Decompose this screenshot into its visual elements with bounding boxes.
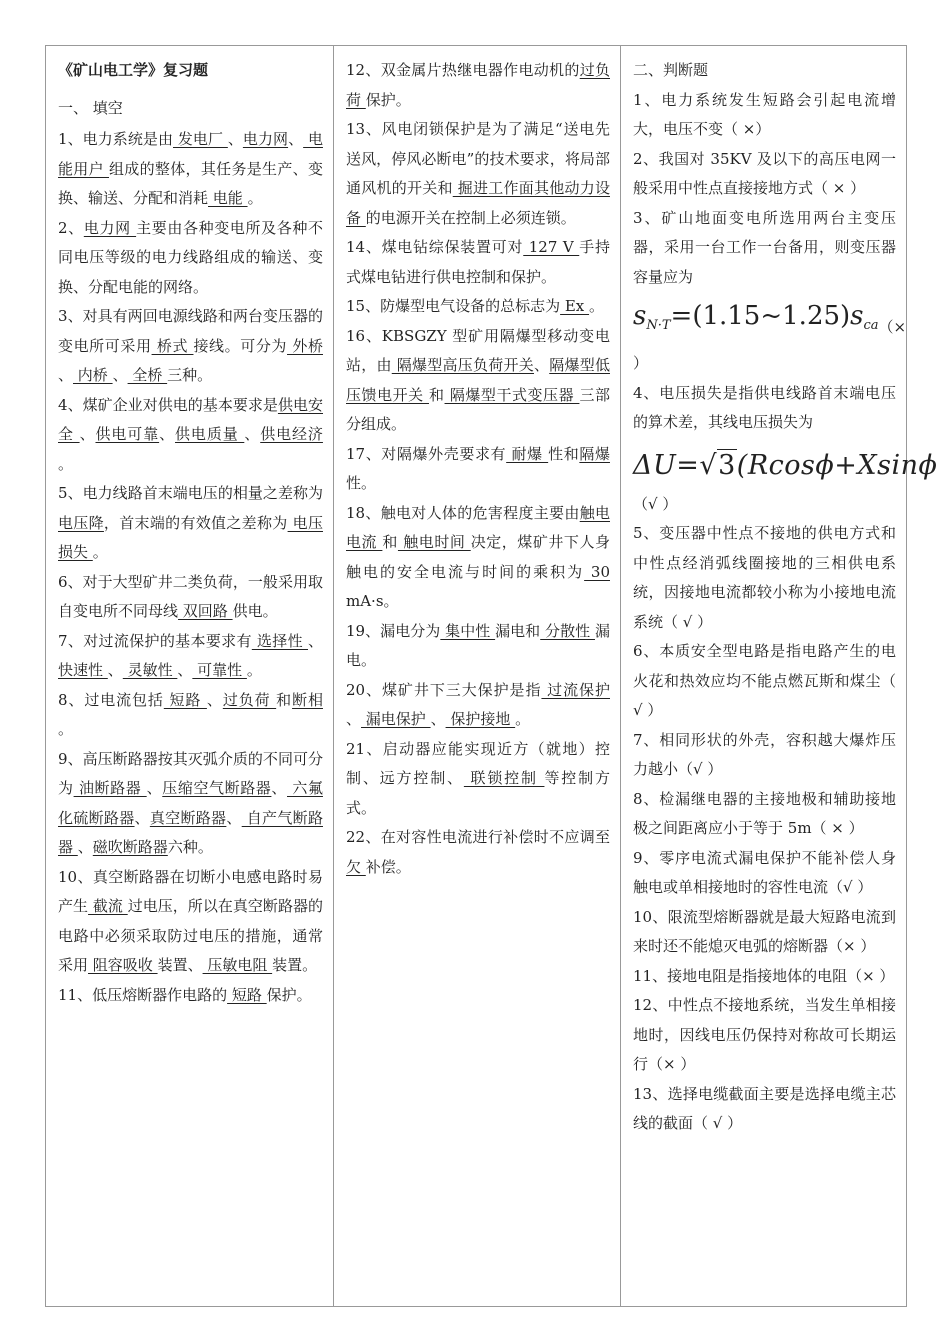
question-12: 12、双金属片热继电器作电动机的过负荷 保护。	[346, 61, 610, 109]
answer-blank: 快速性	[58, 661, 108, 679]
section-heading-true-false: 二、判断题	[633, 61, 709, 79]
column-fill-in-1	[46, 46, 334, 1306]
judgement-4-mark: （√ ）	[633, 494, 678, 513]
answer-blank: 电能用户	[58, 130, 323, 178]
answer-blank: 短路	[227, 985, 267, 1004]
answer-blank: 集中性	[440, 621, 496, 640]
answer-blank: 电压降	[58, 513, 104, 532]
judgement-13: 13、选择电缆截面主要是选择电缆主芯线的截面（ √ ）	[633, 1084, 896, 1132]
answer-blank: 油断路器	[73, 779, 147, 797]
question-5: 5、电力线路首末端电压的相量之差称为 电压降，首末端的有效值之差称为 电压损失 。	[58, 484, 323, 561]
question-4: 4、煤矿企业对供电的基本要求是供电安全 、供电可靠、供电质量 、供电经济 。	[58, 395, 323, 473]
answer-blank: 电力网	[83, 218, 137, 237]
answer-blank: 电力网	[242, 130, 289, 148]
answer-blank: 磁吹断路器	[92, 838, 168, 856]
answer-blank: 双回路	[178, 602, 233, 620]
column-fill-in-2	[334, 46, 621, 1306]
answer-blank: 六氟化硫断路器	[58, 779, 323, 827]
answer-blank: 发电厂	[173, 130, 228, 148]
answer-blank: 127 V	[523, 238, 580, 256]
answer-blank: 供电可靠	[95, 425, 160, 443]
answer-blank: Ex	[560, 297, 590, 315]
question-10: 10、真空断路器在切断小电感电路时易产生 截流 过电压，所以在真空断路器的电路中必须采取防过电压的措施，通常采用 阻容吸收 装置、 压敏电阻 装置。	[58, 867, 323, 974]
answer-blank: 可靠性	[192, 661, 247, 679]
answer-blank: 触电电流	[346, 503, 610, 551]
answer-blank: 供电经济	[260, 425, 323, 443]
answer-blank: 压缩空气断路器	[162, 779, 272, 797]
answer-blank: 保护接地	[445, 710, 516, 728]
column-true-false	[621, 46, 938, 1306]
answer-blank: 隔爆型低压馈电开关	[346, 356, 610, 404]
answer-blank: 阻容吸收	[88, 956, 158, 974]
judgement-5: 5、变压器中性点不接地的供电方式和中性点经消弧线圈接地的三相供电系统，因接地电流都较小称为小接地电流系统（ √ ）	[633, 524, 896, 631]
answer-blank: 真空断路器	[149, 808, 227, 827]
question-15: 15、防爆型电气设备的总标志为 Ex 。	[346, 297, 605, 315]
answer-blank: 短路	[163, 690, 207, 709]
judgement-2: 2、我国对 35KV 及以下的高压电网一般采用中性点直接接地方式（ × ）	[633, 149, 896, 197]
document-title: 《矿山电工学》复习题	[58, 61, 209, 79]
answer-blank: 电能	[208, 189, 248, 207]
answer-blank: 30	[584, 562, 610, 581]
answer-blank: 桥式	[151, 336, 194, 355]
judgement-12: 12、中性点不接地系统，当发生单相接地时，因线电压仍保持对称故可长期运行（× ）	[633, 996, 896, 1073]
judgement-3: 3、矿山地面变电所选用两台主变压器，采用一台工作一台备用，则变压器容量应为	[633, 208, 896, 286]
question-22: 22、在对容性电流进行补偿时不应调至 欠 补偿。	[346, 828, 610, 876]
answer-blank: 截流	[88, 897, 128, 915]
answer-blank: 供电安全	[58, 395, 323, 443]
judgement-4: 4、电压损失是指供电线路首末端电压的算术差，其线电压损失为	[633, 383, 896, 431]
answer-blank: 自产气断路器	[58, 808, 323, 856]
answer-blank: 联锁控制	[463, 769, 545, 787]
answer-blank: 供电质量	[175, 425, 245, 443]
question-6: 6、对于大型矿井二类负荷，一般采用取自变电所不同母线 双回路 供电。	[58, 572, 323, 620]
answer-blank: 触电时间	[397, 533, 471, 551]
answer-blank: 隔爆型干式变压器	[444, 385, 580, 404]
question-21: 21、启动器应能实现近方（就地）控制、远方控制、 联锁控制 等控制方式。	[346, 739, 610, 817]
judgement-7: 7、相同形状的外壳，容积越大爆炸压力越小（√ ）	[633, 730, 896, 778]
question-13: 13、风电闭锁保护是为了满足“送电先送风，停风必断电”的技术要求，将局部通风机的开关和 掘进工作面其他动力设备 的电源开关在控制上必须连锁。	[346, 120, 610, 227]
question-7: 7、对过流保护的基本要求有 选择性 、 快速性 、 灵敏性 、 可靠性 。	[58, 631, 324, 679]
section-heading-fill-in: 一、 填空	[58, 98, 123, 117]
judgement-1: 1、电力系统发生短路会引起电流增大，电压不变（ ×）	[633, 90, 896, 138]
answer-blank: 隔爆型高压负荷开关	[391, 356, 534, 374]
question-16: 16、KBSGZY 型矿用隔爆型移动变电站，由 隔爆型高压负荷开关、隔爆型低压馈电开关 和 隔爆型干式变压器 三部分组成。	[346, 326, 610, 433]
question-9: 9、高压断路器按其灭弧介质的不同可分为 油断路器 、压缩空气断路器、 六氟化硫断路器、真空断路器、 自产气断路器 、磁吹断路器六种。	[58, 749, 323, 856]
answer-blank: 外桥	[287, 336, 323, 355]
answer-blank: 选择性	[251, 631, 308, 650]
answer-blank: 电压损失	[58, 513, 323, 561]
judgement-3-close: ）	[633, 354, 649, 372]
review-sheet	[45, 45, 938, 1307]
answer-blank: 灵敏性	[122, 661, 178, 679]
judgement-9: 9、零序电流式漏电保护不能补偿人身触电或单相接地时的容性电流（√ ）	[633, 848, 896, 896]
answer-blank: 欠	[346, 857, 366, 876]
answer-blank: 分散性	[540, 621, 595, 640]
question-1: 1、电力系统是由 发电厂 、电力网、 电能用户 组成的整体，其任务是生产、变换、输送、分配和消耗 电能 。	[58, 130, 323, 207]
question-11: 11、低压熔断器作电路的 短路 保护。	[58, 985, 312, 1004]
question-18: 18、触电对人体的危害程度主要由触电电流 和 触电时间 决定，煤矿井下人身触电的安全电流与时间的乘积为 30 mA·s。	[346, 503, 610, 610]
answer-blank: 掘进工作面其他动力设备	[346, 179, 610, 227]
question-20: 20、煤矿井下三大保护是指 过流保护 、 漏电保护 、 保护接地 。	[346, 680, 610, 728]
question-3: 3、对具有两回电源线路和两台变压器的变电所可采用 桥式 接线。可分为 外桥 、 内桥 、 全桥 三种。	[58, 307, 323, 384]
answer-blank: 隔爆	[579, 444, 610, 463]
judgement-6: 6、本质安全型电路是指电路产生的电火花和热效应均不能点燃瓦斯和煤尘（ √ ）	[633, 642, 896, 719]
answer-blank: 断相	[292, 690, 323, 709]
answer-blank: 漏电保护	[361, 710, 431, 728]
formula-transformer-capacity: $s_{N\cdot T}=(1.15\sim 1.25)s_{ca(\times}$	[633, 301, 907, 336]
formula-voltage-loss: ΔU=√3(Rcosϕ+Xsinϕ	[633, 449, 938, 481]
judgement-11: 11、接地电阻是指接地体的电阻（× ）	[633, 966, 895, 985]
question-19: 19、漏电分为 集中性 漏电和 分散性 漏电。	[346, 621, 610, 669]
question-2: 2、电力网 主要由各种变电所及各种不同电压等级的电力线路组成的输送、变换、分配电能的网络。	[58, 218, 323, 296]
answer-blank: 内桥	[73, 366, 113, 384]
answer-blank: 全桥	[127, 366, 168, 384]
answer-blank: 压敏电阻	[202, 956, 273, 974]
answer-blank: 耐爆	[506, 444, 549, 463]
judgement-8: 8、检漏继电器的主接地极和辅助接地极之间距离应小于等于 5m（ × ）	[633, 789, 896, 837]
question-17: 17、对隔爆外壳要求有 耐爆 性和隔爆 性。	[346, 444, 610, 492]
question-8: 8、过电流包括 短路 、过负荷 和断相 。	[58, 690, 323, 738]
answer-blank: 过流保护	[541, 680, 610, 699]
question-14: 14、煤电钻综保装置可对 127 V 手持式煤电钻进行供电控制和保护。	[346, 238, 610, 286]
answer-blank: 过负荷	[346, 61, 610, 109]
judgement-10: 10、限流型熔断器就是最大短路电流到来时还不能熄灭电弧的熔断器（× ）	[633, 907, 896, 955]
answer-blank: 过负荷	[222, 690, 277, 709]
